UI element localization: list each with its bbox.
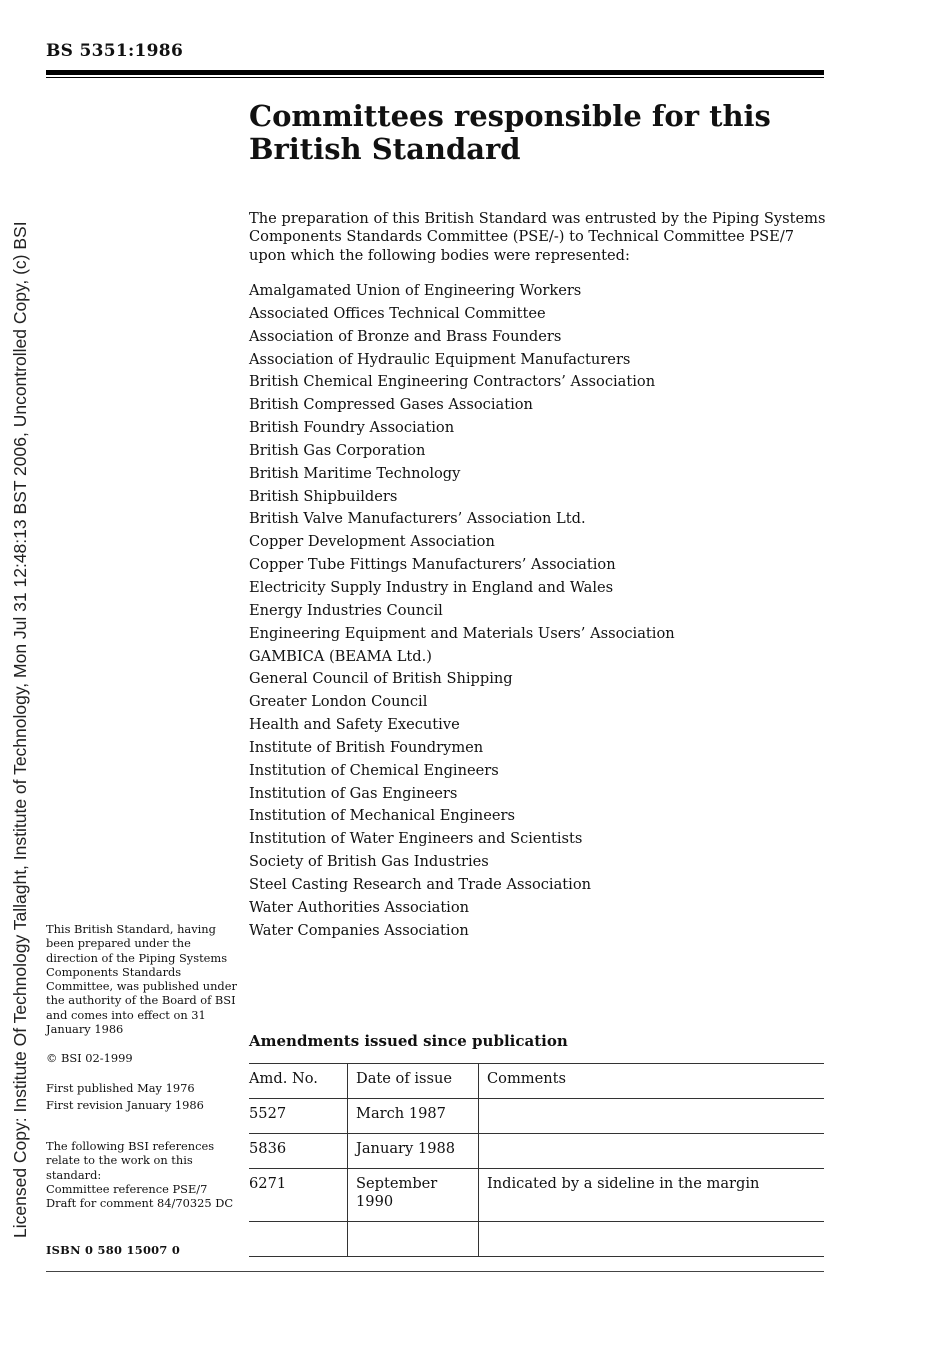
list-item: Institution of Gas Engineers [249, 784, 458, 802]
list-item: Water Authorities Association [249, 898, 470, 916]
list-item: British Maritime Technology [249, 464, 461, 482]
header-rule-thick [46, 70, 824, 75]
amd-no-cell: 6271 [249, 1169, 348, 1222]
first-revision: First revision January 1986 [46, 1097, 204, 1112]
list-item: British Valve Manufacturers’ Association Ltd. [249, 510, 586, 528]
standard-code: BS 5351:1986 [46, 41, 184, 61]
list-item: British Chemical Engineering Contractors’ Association [249, 373, 656, 391]
publication-history [46, 1080, 204, 1113]
amd-no-cell: 5836 [249, 1134, 348, 1169]
list-item: British Gas Corporation [249, 441, 426, 459]
list-item: Association of Bronze and Brass Founders [249, 327, 562, 345]
draft-reference: Draft for comment 84/70325 DC [46, 1196, 234, 1211]
comments-cell [479, 1099, 825, 1134]
list-item: Institution of Mechanical Engineers [249, 807, 515, 825]
bsi-references [46, 1139, 246, 1210]
date-cell [348, 1222, 479, 1257]
publication-note: This British Standard, having been prepared under the direction of the Piping Systems Components Standards Committee, was published under the authority of the Board of BSI and comes into effect on 31 January 1986 [46, 922, 237, 1037]
comments-cell [479, 1134, 825, 1169]
column-header-amd-no: Amd. No. [249, 1064, 348, 1099]
license-watermark: Licensed Copy: Institute Of Technology Tallaght, Institute of Technology, Mon Jul 31 12:48:13 BST 2006, Uncontrolled Copy, (c) BSI [10, 221, 30, 1238]
table-row [249, 1169, 824, 1222]
list-item: GAMBICA (BEAMA Ltd.) [249, 647, 432, 665]
page-title: Committees responsible for this British Standard [249, 99, 771, 166]
list-item: Greater London Council [249, 693, 428, 711]
amd-no-cell: 5527 [249, 1099, 348, 1134]
committee-reference: Committee reference PSE/7 [46, 1181, 208, 1196]
list-item: Electricity Supply Industry in England and Wales [249, 578, 614, 596]
copyright-notice: © BSI 02-1999 [46, 1051, 133, 1065]
amendments-heading: Amendments issued since publication [249, 1032, 568, 1050]
column-header-date: Date of issue [348, 1064, 479, 1099]
list-item: Energy Industries Council [249, 601, 443, 619]
list-item: British Shipbuilders [249, 487, 398, 505]
header-rule-thin [46, 77, 824, 78]
table-row [249, 1222, 824, 1257]
comments-cell: Indicated by a sideline in the margin [479, 1169, 825, 1222]
date-cell: January 1988 [348, 1134, 479, 1169]
list-item: Copper Tube Fittings Manufacturers’ Association [249, 556, 616, 574]
comments-cell [479, 1222, 825, 1257]
list-item: Institution of Chemical Engineers [249, 761, 499, 779]
list-item: Associated Offices Technical Committee [249, 304, 546, 322]
amendments-table [249, 1063, 824, 1257]
represented-bodies-list [249, 281, 829, 943]
footer-rule [46, 1271, 824, 1272]
list-item: Copper Development Association [249, 533, 495, 551]
intro-paragraph: The preparation of this British Standard was entrusted by the Piping Systems Components Standards Committee (PSE/-) to Technical Committee PSE/7 upon which the following bodies were represented: [249, 210, 826, 264]
list-item: British Compressed Gases Association [249, 396, 533, 414]
list-item: Society of British Gas Industries [249, 853, 489, 871]
list-item: Institute of British Foundrymen [249, 738, 484, 756]
list-item: General Council of British Shipping [249, 670, 513, 688]
isbn: ISBN 0 580 15007 0 [46, 1243, 181, 1257]
first-published: First published May 1976 [46, 1081, 195, 1095]
list-item: Steel Casting Research and Trade Association [249, 875, 592, 893]
table-header-row [249, 1064, 824, 1099]
table-row [249, 1134, 824, 1169]
column-header-comments: Comments [479, 1064, 825, 1099]
references-intro: The following BSI references relate to the work on this standard: [46, 1139, 215, 1182]
list-item: Water Companies Association [249, 921, 469, 939]
list-item: Health and Safety Executive [249, 716, 460, 734]
date-cell: March 1987 [348, 1099, 479, 1134]
table-row [249, 1099, 824, 1134]
date-cell: September 1990 [348, 1169, 479, 1222]
amd-no-cell [249, 1222, 348, 1257]
list-item: British Foundry Association [249, 419, 455, 437]
list-item: Amalgamated Union of Engineering Workers [249, 282, 582, 299]
list-item: Institution of Water Engineers and Scientists [249, 830, 583, 848]
list-item: Engineering Equipment and Materials Users’ Association [249, 624, 675, 642]
list-item: Association of Hydraulic Equipment Manufacturers [249, 350, 631, 368]
